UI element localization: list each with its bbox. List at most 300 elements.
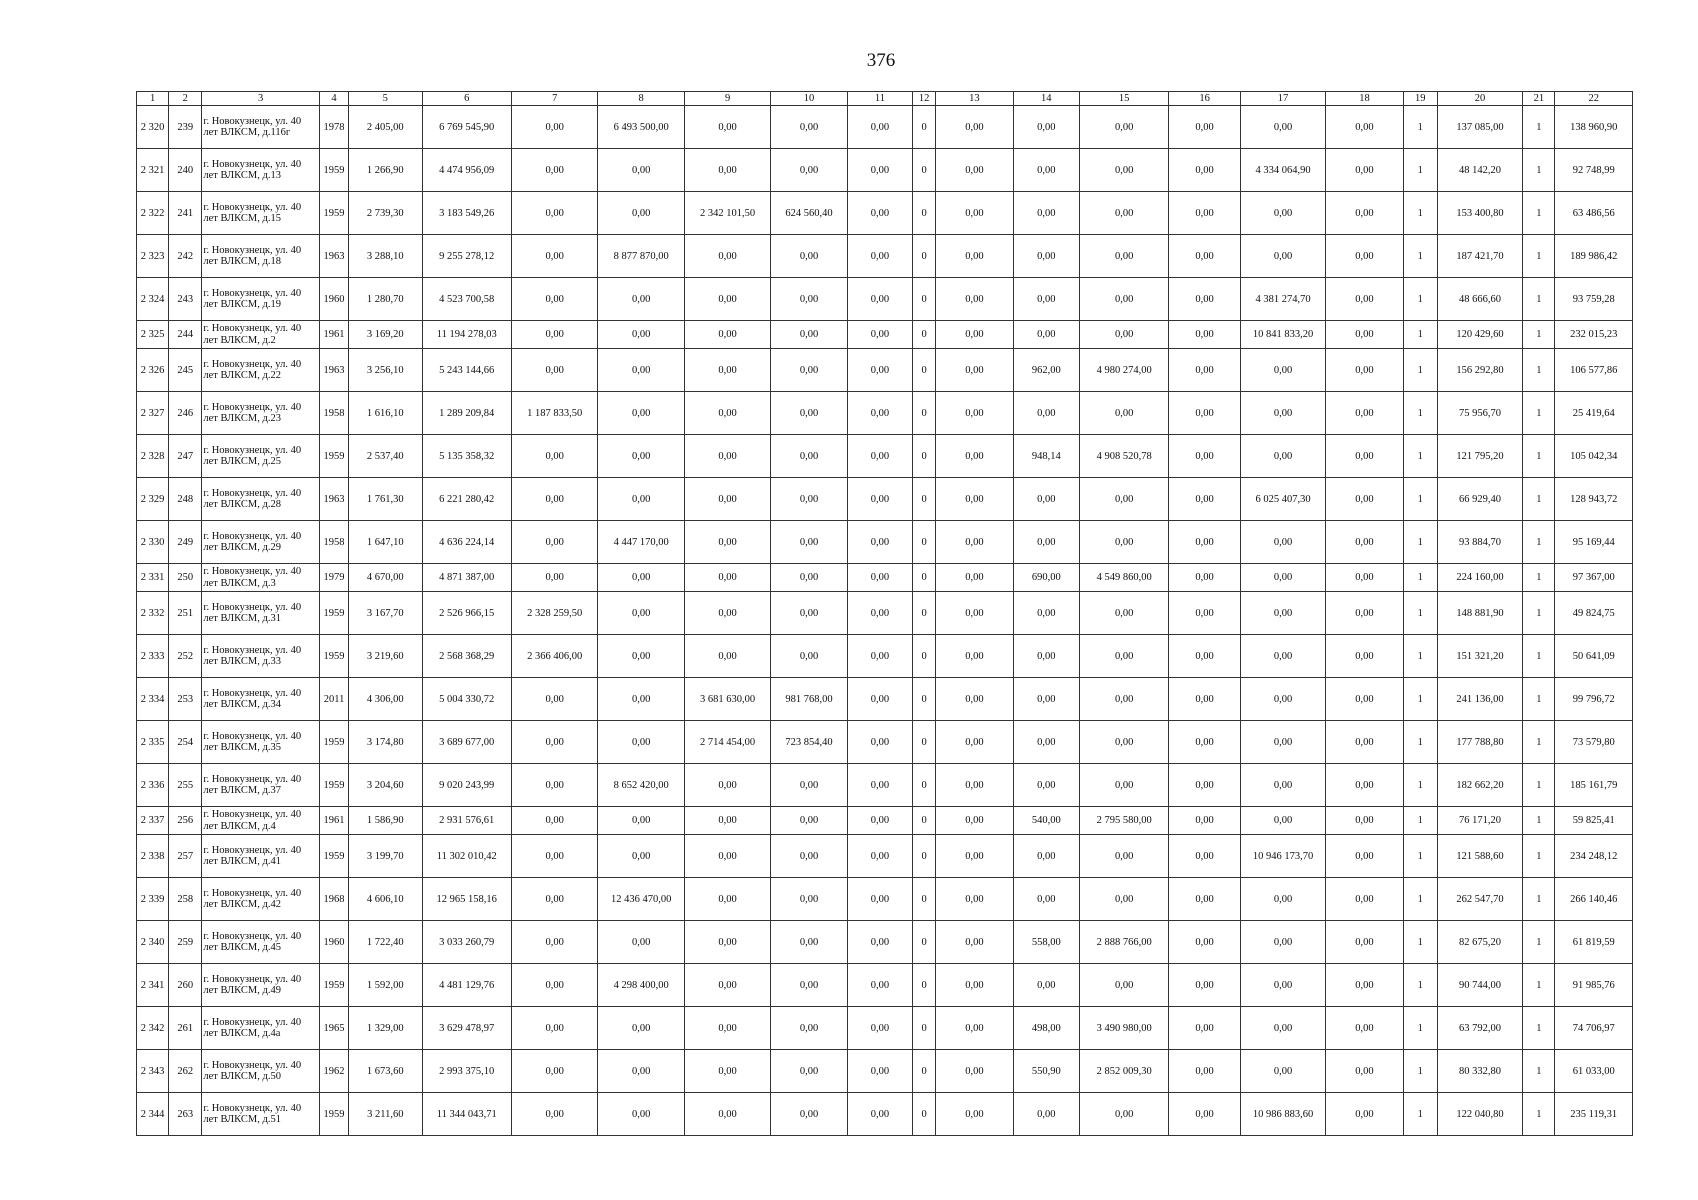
address-cell: г. Новокузнецк, ул. 40 лет ВЛКСМ, д.31 xyxy=(202,592,320,635)
table-cell: 0,00 xyxy=(847,721,912,764)
table-cell: 0,00 xyxy=(598,149,684,192)
table-cell: 1 647,10 xyxy=(349,521,422,564)
table-cell: 0,00 xyxy=(1169,564,1240,592)
table-cell: 0,00 xyxy=(1169,321,1240,349)
table-cell: 1959 xyxy=(319,635,348,678)
table-cell: 2 568 368,29 xyxy=(422,635,511,678)
table-cell: 0,00 xyxy=(511,349,597,392)
table-cell: 1 xyxy=(1403,235,1437,278)
table-cell: 0,00 xyxy=(936,921,1013,964)
table-cell: 0 xyxy=(913,835,936,878)
table-cell: 0,00 xyxy=(1169,349,1240,392)
address-cell: г. Новокузнецк, ул. 40 лет ВЛКСМ, д.25 xyxy=(202,435,320,478)
address-cell: г. Новокузнецк, ул. 40 лет ВЛКСМ, д.45 xyxy=(202,921,320,964)
table-cell: 0,00 xyxy=(1079,235,1168,278)
table-cell: 0,00 xyxy=(936,721,1013,764)
table-cell: 0,00 xyxy=(1326,106,1403,149)
address-cell: г. Новокузнецк, ул. 40 лет ВЛКСМ, д.3 xyxy=(202,564,320,592)
table-cell: 75 956,70 xyxy=(1437,392,1522,435)
table-cell: 243 xyxy=(169,278,202,321)
address-cell: г. Новокузнецк, ул. 40 лет ВЛКСМ, д.23 xyxy=(202,392,320,435)
table-cell: 0,00 xyxy=(1169,521,1240,564)
address-cell: г. Новокузнецк, ул. 40 лет ВЛКСМ, д.18 xyxy=(202,235,320,278)
table-cell: 0 xyxy=(913,807,936,835)
column-header-19: 19 xyxy=(1403,92,1437,106)
table-cell: 240 xyxy=(169,149,202,192)
table-cell: 0,00 xyxy=(936,592,1013,635)
table-cell: 1 xyxy=(1523,278,1555,321)
table-cell: 0,00 xyxy=(1169,878,1240,921)
table-cell: 0,00 xyxy=(1079,149,1168,192)
table-cell: 0,00 xyxy=(684,392,770,435)
table-cell: 259 xyxy=(169,921,202,964)
table-cell: 0 xyxy=(913,678,936,721)
table-row xyxy=(137,592,1633,635)
table-cell: 0,00 xyxy=(1013,764,1079,807)
table-cell: 0,00 xyxy=(1240,764,1325,807)
table-cell: 1 xyxy=(1403,349,1437,392)
table-cell: 0,00 xyxy=(1013,478,1079,521)
table-cell: 0,00 xyxy=(1326,921,1403,964)
table-cell: 0,00 xyxy=(936,635,1013,678)
table-cell: 189 986,42 xyxy=(1555,235,1633,278)
table-cell: 0 xyxy=(913,921,936,964)
table-cell: 2 328 259,50 xyxy=(511,592,597,635)
table-cell: 0,00 xyxy=(936,349,1013,392)
table-cell: 137 085,00 xyxy=(1437,106,1522,149)
table-cell: 61 819,59 xyxy=(1555,921,1633,964)
table-cell: 0 xyxy=(913,321,936,349)
table-cell: 0,00 xyxy=(771,149,847,192)
table-cell: 3 174,80 xyxy=(349,721,422,764)
table-cell: 0,00 xyxy=(1013,1093,1079,1136)
table-cell: 1 xyxy=(1523,678,1555,721)
table-cell: 0,00 xyxy=(511,192,597,235)
table-cell: 0,00 xyxy=(511,521,597,564)
table-cell: 12 965 158,16 xyxy=(422,878,511,921)
column-header-12: 12 xyxy=(913,92,936,106)
table-cell: 0,00 xyxy=(1326,392,1403,435)
table-cell: 255 xyxy=(169,764,202,807)
table-cell: 63 486,56 xyxy=(1555,192,1633,235)
table-cell: 0,00 xyxy=(511,106,597,149)
table-cell: 540,00 xyxy=(1013,807,1079,835)
table-cell: 260 xyxy=(169,964,202,1007)
table-cell: 0,00 xyxy=(1326,878,1403,921)
table-cell: 0,00 xyxy=(1240,964,1325,1007)
address-cell: г. Новокузнецк, ул. 40 лет ВЛКСМ, д.51 xyxy=(202,1093,320,1136)
table-cell: 0,00 xyxy=(847,349,912,392)
table-cell: 0,00 xyxy=(511,964,597,1007)
table-cell: 0,00 xyxy=(1079,721,1168,764)
table-cell: 0,00 xyxy=(511,321,597,349)
table-cell: 8 877 870,00 xyxy=(598,235,684,278)
table-cell: 0,00 xyxy=(1326,192,1403,235)
table-cell: 1 xyxy=(1523,764,1555,807)
table-cell: 1960 xyxy=(319,921,348,964)
table-row xyxy=(137,392,1633,435)
table-cell: 1 xyxy=(1523,106,1555,149)
table-cell: 0 xyxy=(913,635,936,678)
table-cell: 2 321 xyxy=(137,149,169,192)
table-cell: 182 662,20 xyxy=(1437,764,1522,807)
table-cell: 1 289 209,84 xyxy=(422,392,511,435)
address-cell: г. Новокузнецк, ул. 40 лет ВЛКСМ, д.4а xyxy=(202,1007,320,1050)
table-cell: 256 xyxy=(169,807,202,835)
table-cell: 4 606,10 xyxy=(349,878,422,921)
table-cell: 2 714 454,00 xyxy=(684,721,770,764)
table-cell: 0,00 xyxy=(1079,878,1168,921)
table-cell: 0,00 xyxy=(1326,721,1403,764)
table-cell: 0 xyxy=(913,1007,936,1050)
table-cell: 1 xyxy=(1403,678,1437,721)
table-cell: 91 985,76 xyxy=(1555,964,1633,1007)
table-cell: 0,00 xyxy=(1326,564,1403,592)
table-cell: 257 xyxy=(169,835,202,878)
table-cell: 0,00 xyxy=(1079,964,1168,1007)
address-cell: г. Новокузнецк, ул. 40 лет ВЛКСМ, д.42 xyxy=(202,878,320,921)
table-cell: 2 337 xyxy=(137,807,169,835)
table-cell: 1 xyxy=(1523,1093,1555,1136)
table-cell: 1 761,30 xyxy=(349,478,422,521)
table-cell: 0,00 xyxy=(1169,1093,1240,1136)
column-number-row xyxy=(137,92,1633,106)
table-cell: 6 769 545,90 xyxy=(422,106,511,149)
table-cell: 0,00 xyxy=(684,921,770,964)
table-cell: 2 330 xyxy=(137,521,169,564)
table-cell: 0,00 xyxy=(1169,392,1240,435)
table-cell: 0,00 xyxy=(1079,106,1168,149)
table-cell: 82 675,20 xyxy=(1437,921,1522,964)
table-cell: 0,00 xyxy=(1169,1007,1240,1050)
table-row xyxy=(137,278,1633,321)
table-cell: 0,00 xyxy=(511,435,597,478)
table-cell: 48 666,60 xyxy=(1437,278,1522,321)
table-cell: 0,00 xyxy=(511,764,597,807)
table-cell: 262 547,70 xyxy=(1437,878,1522,921)
table-cell: 0 xyxy=(913,564,936,592)
table-cell: 0,00 xyxy=(936,1050,1013,1093)
table-cell: 0,00 xyxy=(1169,964,1240,1007)
table-cell: 1 xyxy=(1523,807,1555,835)
table-cell: 128 943,72 xyxy=(1555,478,1633,521)
address-cell: г. Новокузнецк, ул. 40 лет ВЛКСМ, д.2 xyxy=(202,321,320,349)
table-cell: 0,00 xyxy=(936,278,1013,321)
table-cell: 249 xyxy=(169,521,202,564)
table-cell: 0,00 xyxy=(1013,192,1079,235)
column-header-9: 9 xyxy=(684,92,770,106)
table-cell: 0,00 xyxy=(1169,192,1240,235)
table-cell: 0 xyxy=(913,106,936,149)
table-cell: 0,00 xyxy=(511,878,597,921)
table-cell: 0,00 xyxy=(1013,235,1079,278)
table-cell: 0,00 xyxy=(598,835,684,878)
table-cell: 0,00 xyxy=(847,592,912,635)
table-cell: 0,00 xyxy=(511,1007,597,1050)
table-cell: 0,00 xyxy=(936,392,1013,435)
table-cell: 0 xyxy=(913,349,936,392)
table-cell: 1979 xyxy=(319,564,348,592)
table-cell: 1 xyxy=(1403,106,1437,149)
table-cell: 1 616,10 xyxy=(349,392,422,435)
table-cell: 1 xyxy=(1403,721,1437,764)
table-cell: 0,00 xyxy=(1169,592,1240,635)
table-cell: 1 xyxy=(1523,392,1555,435)
table-cell: 0,00 xyxy=(1326,349,1403,392)
table-cell: 0,00 xyxy=(1240,1007,1325,1050)
table-cell: 1 329,00 xyxy=(349,1007,422,1050)
table-cell: 1959 xyxy=(319,1093,348,1136)
table-cell: 0,00 xyxy=(1079,635,1168,678)
table-cell: 0,00 xyxy=(684,835,770,878)
address-cell: г. Новокузнецк, ул. 40 лет ВЛКСМ, д.28 xyxy=(202,478,320,521)
table-cell: 0,00 xyxy=(598,1007,684,1050)
table-cell: 80 332,80 xyxy=(1437,1050,1522,1093)
table-row xyxy=(137,235,1633,278)
table-cell: 0,00 xyxy=(598,678,684,721)
table-cell: 0,00 xyxy=(936,235,1013,278)
table-cell: 0,00 xyxy=(684,1007,770,1050)
table-cell: 1 xyxy=(1403,278,1437,321)
table-cell: 106 577,86 xyxy=(1555,349,1633,392)
table-cell: 0,00 xyxy=(511,835,597,878)
table-cell: 0,00 xyxy=(847,807,912,835)
table-cell: 0,00 xyxy=(1013,521,1079,564)
table-cell: 0,00 xyxy=(1169,106,1240,149)
table-cell: 4 523 700,58 xyxy=(422,278,511,321)
table-cell: 0,00 xyxy=(936,564,1013,592)
table-cell: 1 xyxy=(1523,192,1555,235)
table-cell: 2 320 xyxy=(137,106,169,149)
column-header-15: 15 xyxy=(1079,92,1168,106)
table-cell: 2 336 xyxy=(137,764,169,807)
table-cell: 0,00 xyxy=(1079,1093,1168,1136)
table-cell: 0,00 xyxy=(1079,592,1168,635)
table-cell: 0,00 xyxy=(511,149,597,192)
table-cell: 0,00 xyxy=(684,149,770,192)
table-cell: 0,00 xyxy=(684,478,770,521)
table-cell: 2 329 xyxy=(137,478,169,521)
table-cell: 0 xyxy=(913,764,936,807)
table-cell: 1959 xyxy=(319,435,348,478)
table-cell: 0,00 xyxy=(1169,235,1240,278)
table-cell: 0,00 xyxy=(1240,1050,1325,1093)
table-cell: 3 211,60 xyxy=(349,1093,422,1136)
table-cell: 0,00 xyxy=(1169,678,1240,721)
table-cell: 0,00 xyxy=(684,564,770,592)
table-row xyxy=(137,721,1633,764)
table-cell: 6 493 500,00 xyxy=(598,106,684,149)
table-cell: 0,00 xyxy=(936,964,1013,1007)
table-cell: 2 334 xyxy=(137,678,169,721)
table-cell: 262 xyxy=(169,1050,202,1093)
table-cell: 156 292,80 xyxy=(1437,349,1522,392)
table-cell: 0,00 xyxy=(1079,521,1168,564)
table-cell: 2 342 101,50 xyxy=(684,192,770,235)
table-cell: 2 324 xyxy=(137,278,169,321)
table-cell: 0,00 xyxy=(771,278,847,321)
table-cell: 232 015,23 xyxy=(1555,321,1633,349)
table-cell: 0,00 xyxy=(598,921,684,964)
table-cell: 246 xyxy=(169,392,202,435)
table-cell: 948,14 xyxy=(1013,435,1079,478)
table-cell: 48 142,20 xyxy=(1437,149,1522,192)
table-cell: 3 219,60 xyxy=(349,635,422,678)
table-cell: 0,00 xyxy=(511,235,597,278)
table-cell: 2 328 xyxy=(137,435,169,478)
table-row xyxy=(137,435,1633,478)
table-cell: 5 135 358,32 xyxy=(422,435,511,478)
table-cell: 0,00 xyxy=(847,435,912,478)
table-cell: 1 xyxy=(1403,592,1437,635)
table-cell: 0,00 xyxy=(598,278,684,321)
table-cell: 1978 xyxy=(319,106,348,149)
table-cell: 0,00 xyxy=(1326,1050,1403,1093)
table-cell: 121 588,60 xyxy=(1437,835,1522,878)
column-header-6: 6 xyxy=(422,92,511,106)
table-cell: 0,00 xyxy=(598,1050,684,1093)
table-cell: 0,00 xyxy=(684,764,770,807)
table-cell: 9 255 278,12 xyxy=(422,235,511,278)
table-cell: 0 xyxy=(913,964,936,1007)
table-cell: 1 187 833,50 xyxy=(511,392,597,435)
table-cell: 93 884,70 xyxy=(1437,521,1522,564)
table-cell: 92 748,99 xyxy=(1555,149,1633,192)
table-cell: 95 169,44 xyxy=(1555,521,1633,564)
table-cell: 153 400,80 xyxy=(1437,192,1522,235)
table-cell: 0,00 xyxy=(1326,1093,1403,1136)
address-cell: г. Новокузнецк, ул. 40 лет ВЛКСМ, д.34 xyxy=(202,678,320,721)
table-cell: 0,00 xyxy=(1169,478,1240,521)
table-cell: 252 xyxy=(169,635,202,678)
table-cell: 1 xyxy=(1403,564,1437,592)
table-cell: 0,00 xyxy=(598,192,684,235)
table-cell: 0,00 xyxy=(847,278,912,321)
table-cell: 235 119,31 xyxy=(1555,1093,1633,1136)
table-cell: 2 339 xyxy=(137,878,169,921)
table-cell: 248 xyxy=(169,478,202,521)
table-cell: 0,00 xyxy=(1240,106,1325,149)
table-cell: 0,00 xyxy=(598,392,684,435)
table-cell: 4 549 860,00 xyxy=(1079,564,1168,592)
table-cell: 0,00 xyxy=(598,1093,684,1136)
table-cell: 0,00 xyxy=(511,721,597,764)
table-cell: 0,00 xyxy=(684,521,770,564)
table-cell: 0,00 xyxy=(1240,878,1325,921)
table-cell: 0,00 xyxy=(847,235,912,278)
table-row xyxy=(137,678,1633,721)
table-cell: 3 199,70 xyxy=(349,835,422,878)
table-cell: 0,00 xyxy=(847,964,912,1007)
table-row xyxy=(137,478,1633,521)
table-cell: 1959 xyxy=(319,764,348,807)
table-cell: 0,00 xyxy=(1079,478,1168,521)
table-cell: 0,00 xyxy=(936,521,1013,564)
table-cell: 0,00 xyxy=(936,321,1013,349)
table-cell: 0,00 xyxy=(598,564,684,592)
table-cell: 1 673,60 xyxy=(349,1050,422,1093)
table-cell: 0,00 xyxy=(936,478,1013,521)
column-header-10: 10 xyxy=(771,92,847,106)
table-cell: 1 xyxy=(1403,964,1437,1007)
table-cell: 148 881,90 xyxy=(1437,592,1522,635)
table-cell: 0,00 xyxy=(847,678,912,721)
table-cell: 0,00 xyxy=(847,564,912,592)
table-cell: 1 xyxy=(1523,835,1555,878)
table-cell: 0,00 xyxy=(936,1093,1013,1136)
table-cell: 0,00 xyxy=(936,678,1013,721)
table-cell: 6 025 407,30 xyxy=(1240,478,1325,521)
table-cell: 498,00 xyxy=(1013,1007,1079,1050)
table-cell: 0,00 xyxy=(684,878,770,921)
table-cell: 0,00 xyxy=(771,435,847,478)
table-cell: 0,00 xyxy=(936,1007,1013,1050)
table-cell: 1 xyxy=(1523,964,1555,1007)
table-cell: 2 322 xyxy=(137,192,169,235)
table-cell: 0,00 xyxy=(771,878,847,921)
table-cell: 1 xyxy=(1523,435,1555,478)
table-cell: 2 852 009,30 xyxy=(1079,1050,1168,1093)
table-cell: 0,00 xyxy=(1326,807,1403,835)
table-cell: 0,00 xyxy=(1240,435,1325,478)
column-header-14: 14 xyxy=(1013,92,1079,106)
address-cell: г. Новокузнецк, ул. 40 лет ВЛКСМ, д.35 xyxy=(202,721,320,764)
table-cell: 0,00 xyxy=(936,435,1013,478)
table-cell: 981 768,00 xyxy=(771,678,847,721)
table-cell: 0,00 xyxy=(1326,592,1403,635)
table-row xyxy=(137,149,1633,192)
table-cell: 2 333 xyxy=(137,635,169,678)
table-cell: 0,00 xyxy=(1240,807,1325,835)
table-cell: 0,00 xyxy=(847,149,912,192)
table-cell: 2 323 xyxy=(137,235,169,278)
table-cell: 253 xyxy=(169,678,202,721)
table-cell: 12 436 470,00 xyxy=(598,878,684,921)
table-cell: 0 xyxy=(913,392,936,435)
table-cell: 0,00 xyxy=(511,678,597,721)
table-cell: 0,00 xyxy=(1013,635,1079,678)
table-cell: 4 474 956,09 xyxy=(422,149,511,192)
address-cell: г. Новокузнецк, ул. 40 лет ВЛКСМ, д.41 xyxy=(202,835,320,878)
table-cell: 0,00 xyxy=(684,349,770,392)
table-cell: 4 381 274,70 xyxy=(1240,278,1325,321)
column-header-3: 3 xyxy=(202,92,320,106)
table-cell: 0,00 xyxy=(511,1050,597,1093)
table-cell: 241 136,00 xyxy=(1437,678,1522,721)
table-cell: 3 629 478,97 xyxy=(422,1007,511,1050)
table-cell: 690,00 xyxy=(1013,564,1079,592)
table-cell: 0,00 xyxy=(771,349,847,392)
table-cell: 4 636 224,14 xyxy=(422,521,511,564)
table-cell: 0,00 xyxy=(1169,635,1240,678)
table-cell: 74 706,97 xyxy=(1555,1007,1633,1050)
table-row xyxy=(137,106,1633,149)
table-cell: 1965 xyxy=(319,1007,348,1050)
table-cell: 245 xyxy=(169,349,202,392)
table-cell: 0,00 xyxy=(847,106,912,149)
table-cell: 0,00 xyxy=(847,1050,912,1093)
table-cell: 2 795 580,00 xyxy=(1079,807,1168,835)
table-cell: 0,00 xyxy=(598,635,684,678)
column-header-18: 18 xyxy=(1326,92,1403,106)
table-cell: 242 xyxy=(169,235,202,278)
table-cell: 0,00 xyxy=(847,392,912,435)
column-header-11: 11 xyxy=(847,92,912,106)
table-cell: 0,00 xyxy=(1326,521,1403,564)
table-cell: 0,00 xyxy=(684,278,770,321)
table-cell: 0,00 xyxy=(684,635,770,678)
address-cell: г. Новокузнецк, ул. 40 лет ВЛКСМ, д.49 xyxy=(202,964,320,1007)
